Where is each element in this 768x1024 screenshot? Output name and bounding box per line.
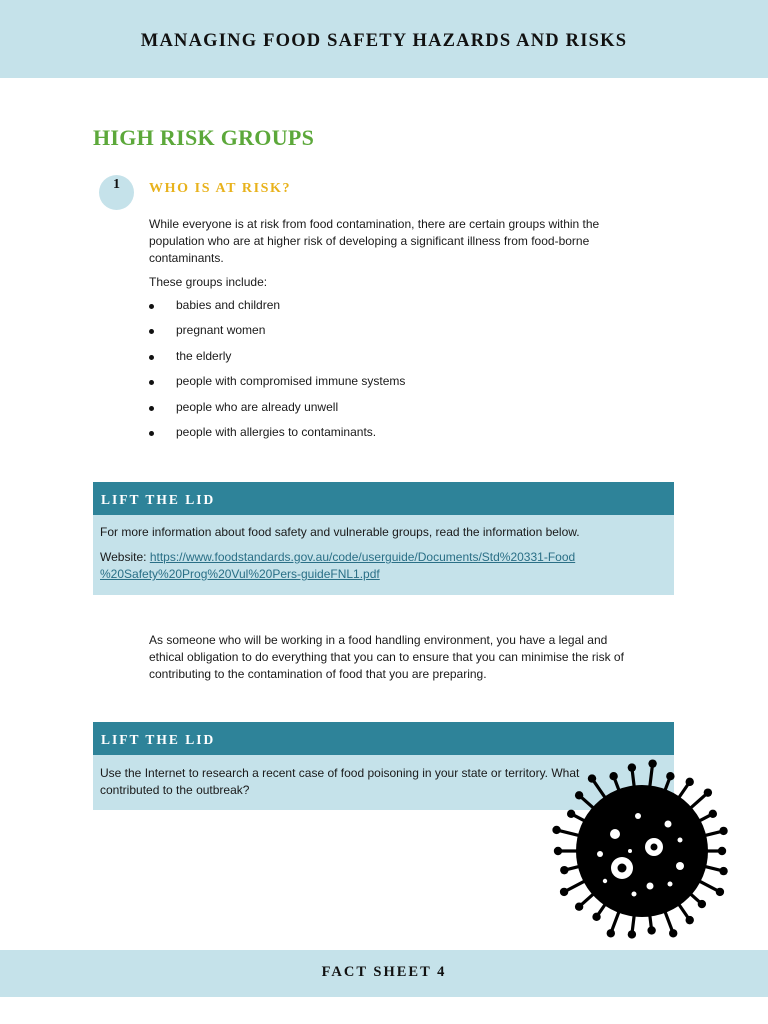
list-item-text: the elderly	[176, 348, 232, 363]
page-footer	[0, 950, 768, 997]
obligation-line: As someone who will be working in a food handling environment, you have a legal and	[149, 633, 608, 647]
box-text-line: contributed to the outbreak?	[100, 783, 250, 797]
obligation-line: contributing to the contamination of food that you are preparing.	[149, 667, 487, 681]
virus-icon	[530, 756, 750, 956]
list-item-text: people who are already unwell	[176, 399, 339, 414]
groups-label: These groups include:	[149, 275, 268, 289]
obligation-paragraph	[149, 632, 669, 683]
list-item	[149, 399, 405, 424]
list-item-text: people with compromised immune systems	[176, 374, 406, 389]
website-label: Website:	[100, 550, 150, 564]
website-line	[100, 549, 575, 566]
bullet-icon	[149, 304, 154, 309]
bullet-icon	[149, 329, 154, 334]
section-title: HIGH RISK GROUPS	[93, 125, 315, 150]
box-heading: LIFT THE LID	[101, 492, 216, 507]
step-number: 1	[113, 177, 120, 192]
step-number-badge	[99, 175, 134, 210]
subheading-who-is-at-risk: WHO IS AT RISK?	[149, 181, 292, 196]
intro-line: While everyone is at risk from food contamination, there are certain groups within the	[149, 217, 600, 231]
website-line-continued	[100, 566, 380, 583]
list-item	[149, 348, 405, 373]
obligation-line: ethical obligation to do everything that you can to ensure that you can minimise the risk of	[149, 650, 624, 664]
intro-line: contaminants.	[149, 251, 224, 265]
intro-paragraph	[149, 216, 669, 267]
intro-line: population who are at higher risk of developing a significant illness from food-borne	[149, 234, 590, 248]
list-item	[149, 322, 405, 347]
lift-the-lid-header-1	[93, 482, 674, 515]
document-title: MANAGING FOOD SAFETY HAZARDS AND RISKS	[140, 31, 628, 51]
list-item	[149, 424, 405, 449]
website-link-continued[interactable]: %20Safety%20Prog%20Vul%20Pers-guideFNL1.pdf	[100, 567, 380, 581]
list-item-text: babies and children	[176, 298, 281, 312]
bullet-icon	[149, 355, 154, 360]
lift-the-lid-header-2	[93, 722, 674, 755]
list-item-text: pregnant women	[176, 323, 266, 338]
lift-the-lid-body-1	[93, 515, 674, 595]
box-text-line: Use the Internet to research a recent case of food poisoning in your state or territory. What	[100, 766, 580, 780]
list-item	[149, 373, 405, 398]
bullet-icon	[149, 406, 154, 411]
website-link[interactable]: https://www.foodstandards.gov.au/code/userguide/Documents/Std%20331-Food	[149, 550, 576, 564]
risk-groups-list	[149, 297, 405, 449]
footer-title: FACT SHEET 4	[321, 964, 447, 980]
box-heading: LIFT THE LID	[101, 732, 216, 747]
bullet-icon	[149, 431, 154, 436]
page-header	[0, 0, 768, 78]
list-item-text: people with allergies to contaminants.	[176, 424, 377, 439]
bullet-icon	[149, 380, 154, 385]
list-item	[149, 297, 405, 322]
box-text: For more information about food safety and vulnerable groups, read the information below.	[100, 525, 580, 539]
